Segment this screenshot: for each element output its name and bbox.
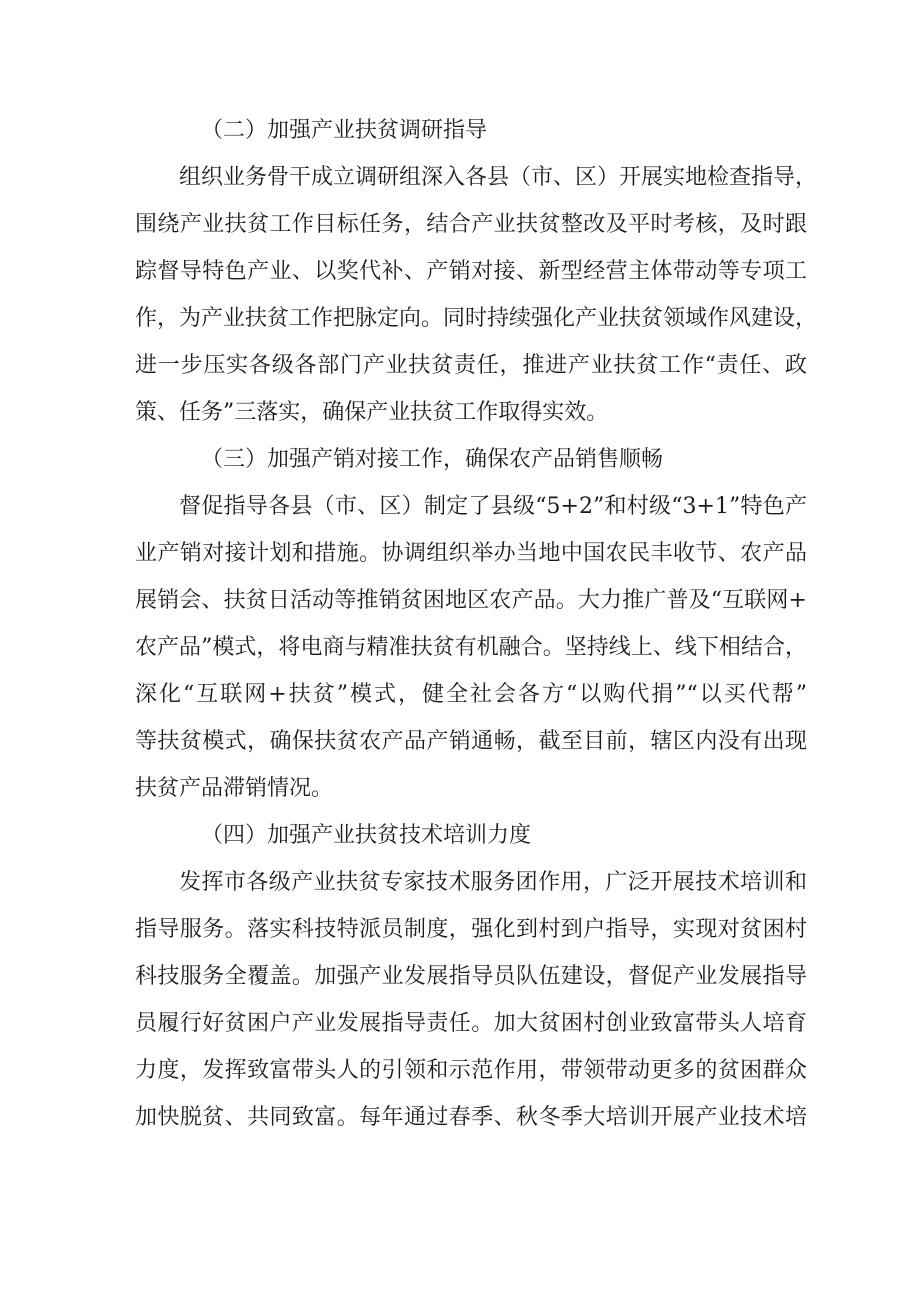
text-line: 踪督导特色产业、以奖代补、产销对接、新型经营主体带动等专项工 [135, 259, 807, 284]
text-line: 进一步压实各级各部门产业扶贫责任，推进产业扶贫工作“责任、政 [135, 353, 807, 378]
text-line: 发挥市各级产业扶贫专家技术服务团作用，广泛开展技术培训和 [179, 870, 807, 895]
text-line: 策、任务”三落实，确保产业扶贫工作取得实效。 [135, 400, 609, 425]
document-body [135, 107, 818, 1141]
text-line: 指导服务。落实科技特派员制度，强化到村到户指导，实现对贫困村 [135, 917, 807, 942]
section-paragraph-4 [135, 859, 807, 1141]
text-line: 加快脱贫、共同致富。每年通过春季、秋冬季大培训开展产业技术培 [135, 1105, 807, 1130]
text-line: 围绕产业扶贫工作目标任务，结合产业扶贫整改及平时考核，及时跟 [135, 212, 807, 237]
section-paragraph-2 [135, 154, 818, 436]
text-line: 展销会、扶贫日活动等推销贫困地区农产品。大力推广普及“互联网+ [135, 588, 807, 613]
text-line: 深化“互联网+扶贫”模式，健全社会各方“以购代捐”“以买代帮” [135, 682, 807, 707]
text-line: 农产品”模式，将电商与精准扶贫有机融合。坚持线上、线下相结合， [135, 635, 807, 660]
section-heading-3: （三）加强产销对接工作，确保农产品销售顺畅 [201, 447, 664, 472]
section-heading-2: （二）加强产业扶贫调研指导 [201, 118, 488, 143]
text-line: 科技服务全覆盖。加强产业发展指导员队伍建设，督促产业发展指导 [135, 964, 807, 989]
text-line: 作，为产业扶贫工作把脉定向。同时持续强化产业扶贫领域作风建设， [135, 306, 818, 331]
section-paragraph-3 [135, 483, 807, 812]
text-line: 扶贫产品滞销情况。 [135, 776, 334, 801]
text-line: 业产销对接计划和措施。协调组织举办当地中国农民丰收节、农产品 [135, 541, 807, 566]
text-line: 员履行好贫困户产业发展指导责任。加大贫困村创业致富带头人培育 [135, 1011, 807, 1036]
text-line: 等扶贫模式，确保扶贫农产品产销通畅，截至目前，辖区内没有出现 [135, 729, 807, 754]
text-line: 组织业务骨干成立调研组深入各县（市、区）开展实地检查指导， [179, 165, 818, 190]
text-line: 督促指导各县（市、区）制定了县级“5+2”和村级“3+1”特色产 [179, 494, 807, 519]
text-line: 力度，发挥致富带头人的引领和示范作用，带领带动更多的贫困群众 [135, 1058, 807, 1083]
section-heading-4: （四）加强产业扶贫技术培训力度 [201, 823, 532, 848]
